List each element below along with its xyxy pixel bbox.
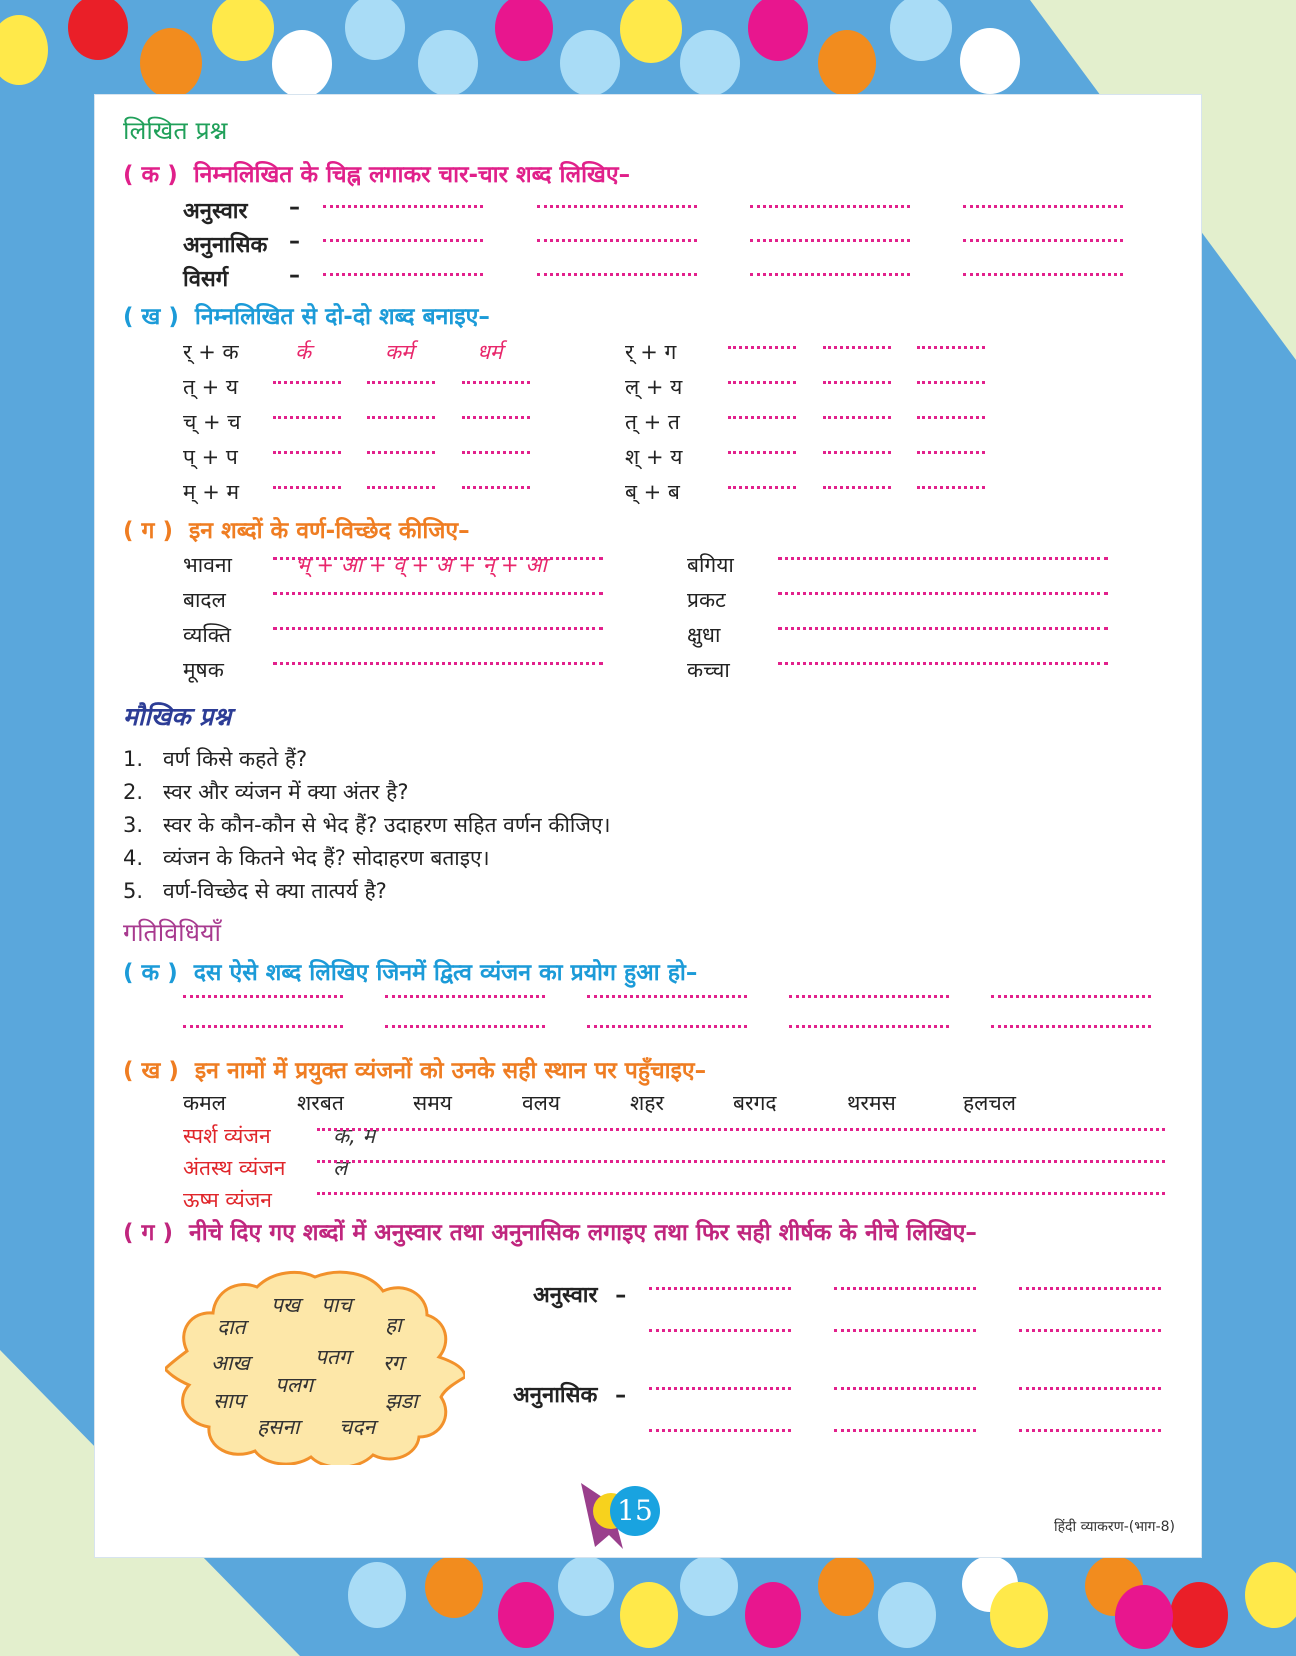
blank-line[interactable] [462, 416, 530, 419]
blank-line[interactable] [991, 1025, 1151, 1028]
blank-line[interactable] [385, 1025, 545, 1028]
blank-line[interactable] [367, 416, 435, 419]
combo-right: श् + य [625, 445, 683, 469]
oral-question [123, 844, 490, 872]
blank-line[interactable] [537, 205, 697, 208]
blank-line[interactable] [750, 239, 910, 242]
row-anunasik-label: अनुनासिक [183, 233, 268, 258]
word: हलचल [963, 1091, 1016, 1115]
cloud-word: पाच [321, 1293, 352, 1317]
q1c-prefix: ( ग ) [123, 518, 173, 544]
blank-line[interactable] [917, 381, 985, 384]
blank-line[interactable] [462, 381, 530, 384]
blank-line[interactable] [317, 1192, 1165, 1195]
q3a-text: दस ऐसे शब्द लिखिए जिनमें द्वित्व व्यंजन का प्रयोग हुआ हो– [193, 960, 698, 986]
blank-line[interactable] [649, 1329, 791, 1332]
q-text: स्वर और व्यंजन में क्या अंतर है? [163, 780, 409, 804]
q-num: 3. [123, 813, 144, 837]
cloud-word: झडा [385, 1389, 418, 1413]
row-anusvar-label: अनुस्वार [183, 199, 248, 224]
blank-line[interactable] [1019, 1329, 1161, 1332]
q1a-prefix: ( क ) [123, 162, 178, 188]
cloud-word: पख [271, 1293, 301, 1317]
combo-right: त् + त [625, 410, 680, 434]
word-left: मूषक [183, 658, 224, 682]
anunasik-heading [513, 1379, 626, 1409]
oral-question [123, 745, 307, 773]
q3c [123, 1215, 977, 1247]
blank-line[interactable] [778, 557, 1108, 560]
q-num: 2. [123, 780, 144, 804]
q3c-text: नीचे दिए गए शब्दों में अनुस्वार तथा अनुनासिक लगाइए तथा फिर सही शीर्षक के नीचे लिखिए– [189, 1220, 977, 1246]
q1a-text: निम्नलिखित के चिह्न लगाकर चार-चार शब्द लिखिए– [193, 162, 631, 188]
combo-right: र् + ग [625, 340, 677, 364]
blank-line[interactable] [367, 451, 435, 454]
blank-line[interactable] [587, 1025, 747, 1028]
category-label: अंतस्थ व्यंजन [183, 1156, 286, 1180]
blank-line[interactable] [273, 662, 603, 665]
example-split: भ् + आ + व् + अ + न् + आ [295, 553, 547, 577]
row-visarg-label: विसर्ग [183, 267, 229, 292]
combo-right: ब् + ब [625, 480, 680, 504]
blank-line[interactable] [750, 273, 910, 276]
q1b [123, 299, 490, 331]
blank-line[interactable] [649, 1287, 791, 1290]
oral-question [123, 778, 408, 806]
dash: – [289, 229, 300, 254]
blank-line[interactable] [323, 239, 483, 242]
cloud-word: हा [385, 1313, 402, 1337]
cloud-word: हसना [257, 1415, 300, 1439]
blank-line[interactable] [273, 627, 603, 630]
cloud-word: दात [217, 1315, 246, 1339]
blank-line[interactable] [273, 451, 341, 454]
blank-line[interactable] [323, 273, 483, 276]
anunasik-label: अनुनासिक [513, 1383, 598, 1408]
blank-line[interactable] [750, 205, 910, 208]
word: वलय [522, 1091, 561, 1115]
word-left: बादल [183, 588, 226, 612]
q-text: वर्ण-विच्छेद से क्या तात्पर्य है? [163, 879, 387, 903]
q1c [123, 513, 470, 545]
blank-line[interactable] [823, 381, 891, 384]
section-title-oral: मौखिक प्रश्न [123, 702, 232, 731]
oral-question [123, 877, 387, 905]
blank-line[interactable] [537, 239, 697, 242]
word-right: बगिया [687, 553, 734, 577]
category-label: ऊष्म व्यंजन [183, 1188, 272, 1212]
blank-line[interactable] [834, 1387, 976, 1390]
blank-line[interactable] [587, 995, 747, 998]
word: शरबत [297, 1091, 344, 1115]
q3b-prefix: ( ख ) [123, 1058, 179, 1084]
dash: – [289, 195, 300, 220]
blank-line[interactable] [1019, 1387, 1161, 1390]
blank-line[interactable] [273, 592, 603, 595]
cloud-word: रग [383, 1351, 404, 1375]
blank-line[interactable] [789, 995, 949, 998]
blank-line[interactable] [789, 1025, 949, 1028]
cloud-word: पलग [275, 1373, 313, 1397]
category-label: स्पर्श व्यंजन [183, 1124, 271, 1148]
blank-line[interactable] [823, 486, 891, 489]
blank-line[interactable] [385, 995, 545, 998]
worksheet-page [94, 94, 1202, 1558]
blank-line[interactable] [728, 381, 796, 384]
anusvar-heading [533, 1279, 626, 1309]
blank-line[interactable] [728, 486, 796, 489]
word-left: भावना [183, 553, 232, 577]
cloud-word: आख [211, 1351, 250, 1375]
word-right: प्रकट [687, 588, 726, 612]
word: कमल [183, 1091, 226, 1115]
q1b-prefix: ( ख ) [123, 304, 179, 330]
blank-line[interactable] [963, 205, 1123, 208]
section-title-written: लिखित प्रश्न [123, 116, 228, 145]
blank-line[interactable] [317, 1160, 1165, 1163]
blank-line[interactable] [778, 627, 1108, 630]
combo-left: त् + य [183, 375, 239, 399]
blank-line[interactable] [323, 205, 483, 208]
q3a [123, 955, 697, 987]
cloud-word: पतग [315, 1345, 351, 1369]
combo-left: प् + प [183, 445, 238, 469]
example-answer: धर्म [477, 340, 503, 364]
q1c-text: इन शब्दों के वर्ण-विच्छेद कीजिए– [189, 518, 470, 544]
blank-line[interactable] [273, 557, 603, 560]
q-num: 5. [123, 879, 144, 903]
blank-line[interactable] [367, 486, 435, 489]
blank-line[interactable] [834, 1287, 976, 1290]
word-left: व्यक्ति [183, 623, 232, 647]
blank-line[interactable] [317, 1128, 1165, 1131]
section-title-activities: गतिविधियाँ [123, 918, 222, 947]
word-right: क्षुधा [687, 623, 721, 647]
combo-left: र् + क [183, 340, 239, 364]
blank-line[interactable] [963, 239, 1123, 242]
word: बरगद [733, 1091, 777, 1115]
dash: – [615, 1383, 627, 1408]
blank-line[interactable] [917, 416, 985, 419]
example-answer: कर्म [385, 340, 414, 364]
word: थरमस [847, 1091, 896, 1115]
blank-line[interactable] [273, 486, 341, 489]
combo-left: म् + म [183, 480, 240, 504]
word-right: कच्चा [687, 658, 730, 682]
q-text: स्वर के कौन-कौन से भेद हैं? उदाहरण सहित वर्णन कीजिए। [163, 813, 611, 837]
blank-line[interactable] [1019, 1429, 1161, 1432]
q-num: 1. [123, 747, 144, 771]
combo-right: ल् + य [625, 375, 683, 399]
word: शहर [630, 1091, 665, 1115]
blank-line[interactable] [183, 1025, 343, 1028]
q-text: वर्ण किसे कहते हैं? [163, 747, 308, 771]
blank-line[interactable] [963, 273, 1123, 276]
cloud-word: साप [213, 1389, 245, 1413]
blank-line[interactable] [183, 995, 343, 998]
anusvar-label: अनुस्वार [533, 1283, 598, 1308]
q3a-prefix: ( क ) [123, 960, 178, 986]
oral-question [123, 811, 611, 839]
word: समय [413, 1091, 452, 1115]
blank-line[interactable] [367, 381, 435, 384]
blank-line[interactable] [273, 381, 341, 384]
dash: – [615, 1283, 627, 1308]
blank-line[interactable] [273, 416, 341, 419]
blank-line[interactable] [823, 416, 891, 419]
category-answer: ल [333, 1156, 348, 1180]
q3b [123, 1053, 706, 1085]
blank-line[interactable] [917, 486, 985, 489]
blank-line[interactable] [1019, 1287, 1161, 1290]
blank-line[interactable] [649, 1387, 791, 1390]
blank-line[interactable] [823, 451, 891, 454]
blank-line[interactable] [462, 451, 530, 454]
q-num: 4. [123, 846, 144, 870]
category-answer: क, म [333, 1124, 376, 1148]
book-title: हिंदी व्याकरण-(भाग-8) [1054, 1519, 1175, 1535]
q1b-text: निम्नलिखित से दो-दो शब्द बनाइए– [194, 304, 490, 330]
blank-line[interactable] [537, 273, 697, 276]
blank-line[interactable] [649, 1429, 791, 1432]
blank-line[interactable] [728, 346, 796, 349]
q-text: व्यंजन के कितने भेद हैं? सोदाहरण बताइए। [163, 846, 490, 870]
blank-line[interactable] [778, 662, 1108, 665]
dash: – [289, 263, 300, 288]
blank-line[interactable] [917, 451, 985, 454]
blank-line[interactable] [991, 995, 1151, 998]
blank-line[interactable] [917, 346, 985, 349]
blank-line[interactable] [462, 486, 530, 489]
q3c-prefix: ( ग ) [123, 1220, 173, 1246]
q1a [123, 157, 630, 189]
example-answer: र्क [295, 340, 312, 364]
blank-line[interactable] [823, 346, 891, 349]
blank-line[interactable] [728, 451, 796, 454]
cloud-word: चदन [339, 1415, 376, 1439]
q3b-text: इन नामों में प्रयुक्त व्यंजनों को उनके सही स्थान पर पहुँचाइए– [194, 1058, 707, 1084]
combo-left: च् + च [183, 410, 241, 434]
blank-line[interactable] [834, 1429, 976, 1432]
blank-line[interactable] [834, 1329, 976, 1332]
blank-line[interactable] [728, 416, 796, 419]
blank-line[interactable] [778, 592, 1108, 595]
page-number: 15 [617, 1494, 653, 1527]
